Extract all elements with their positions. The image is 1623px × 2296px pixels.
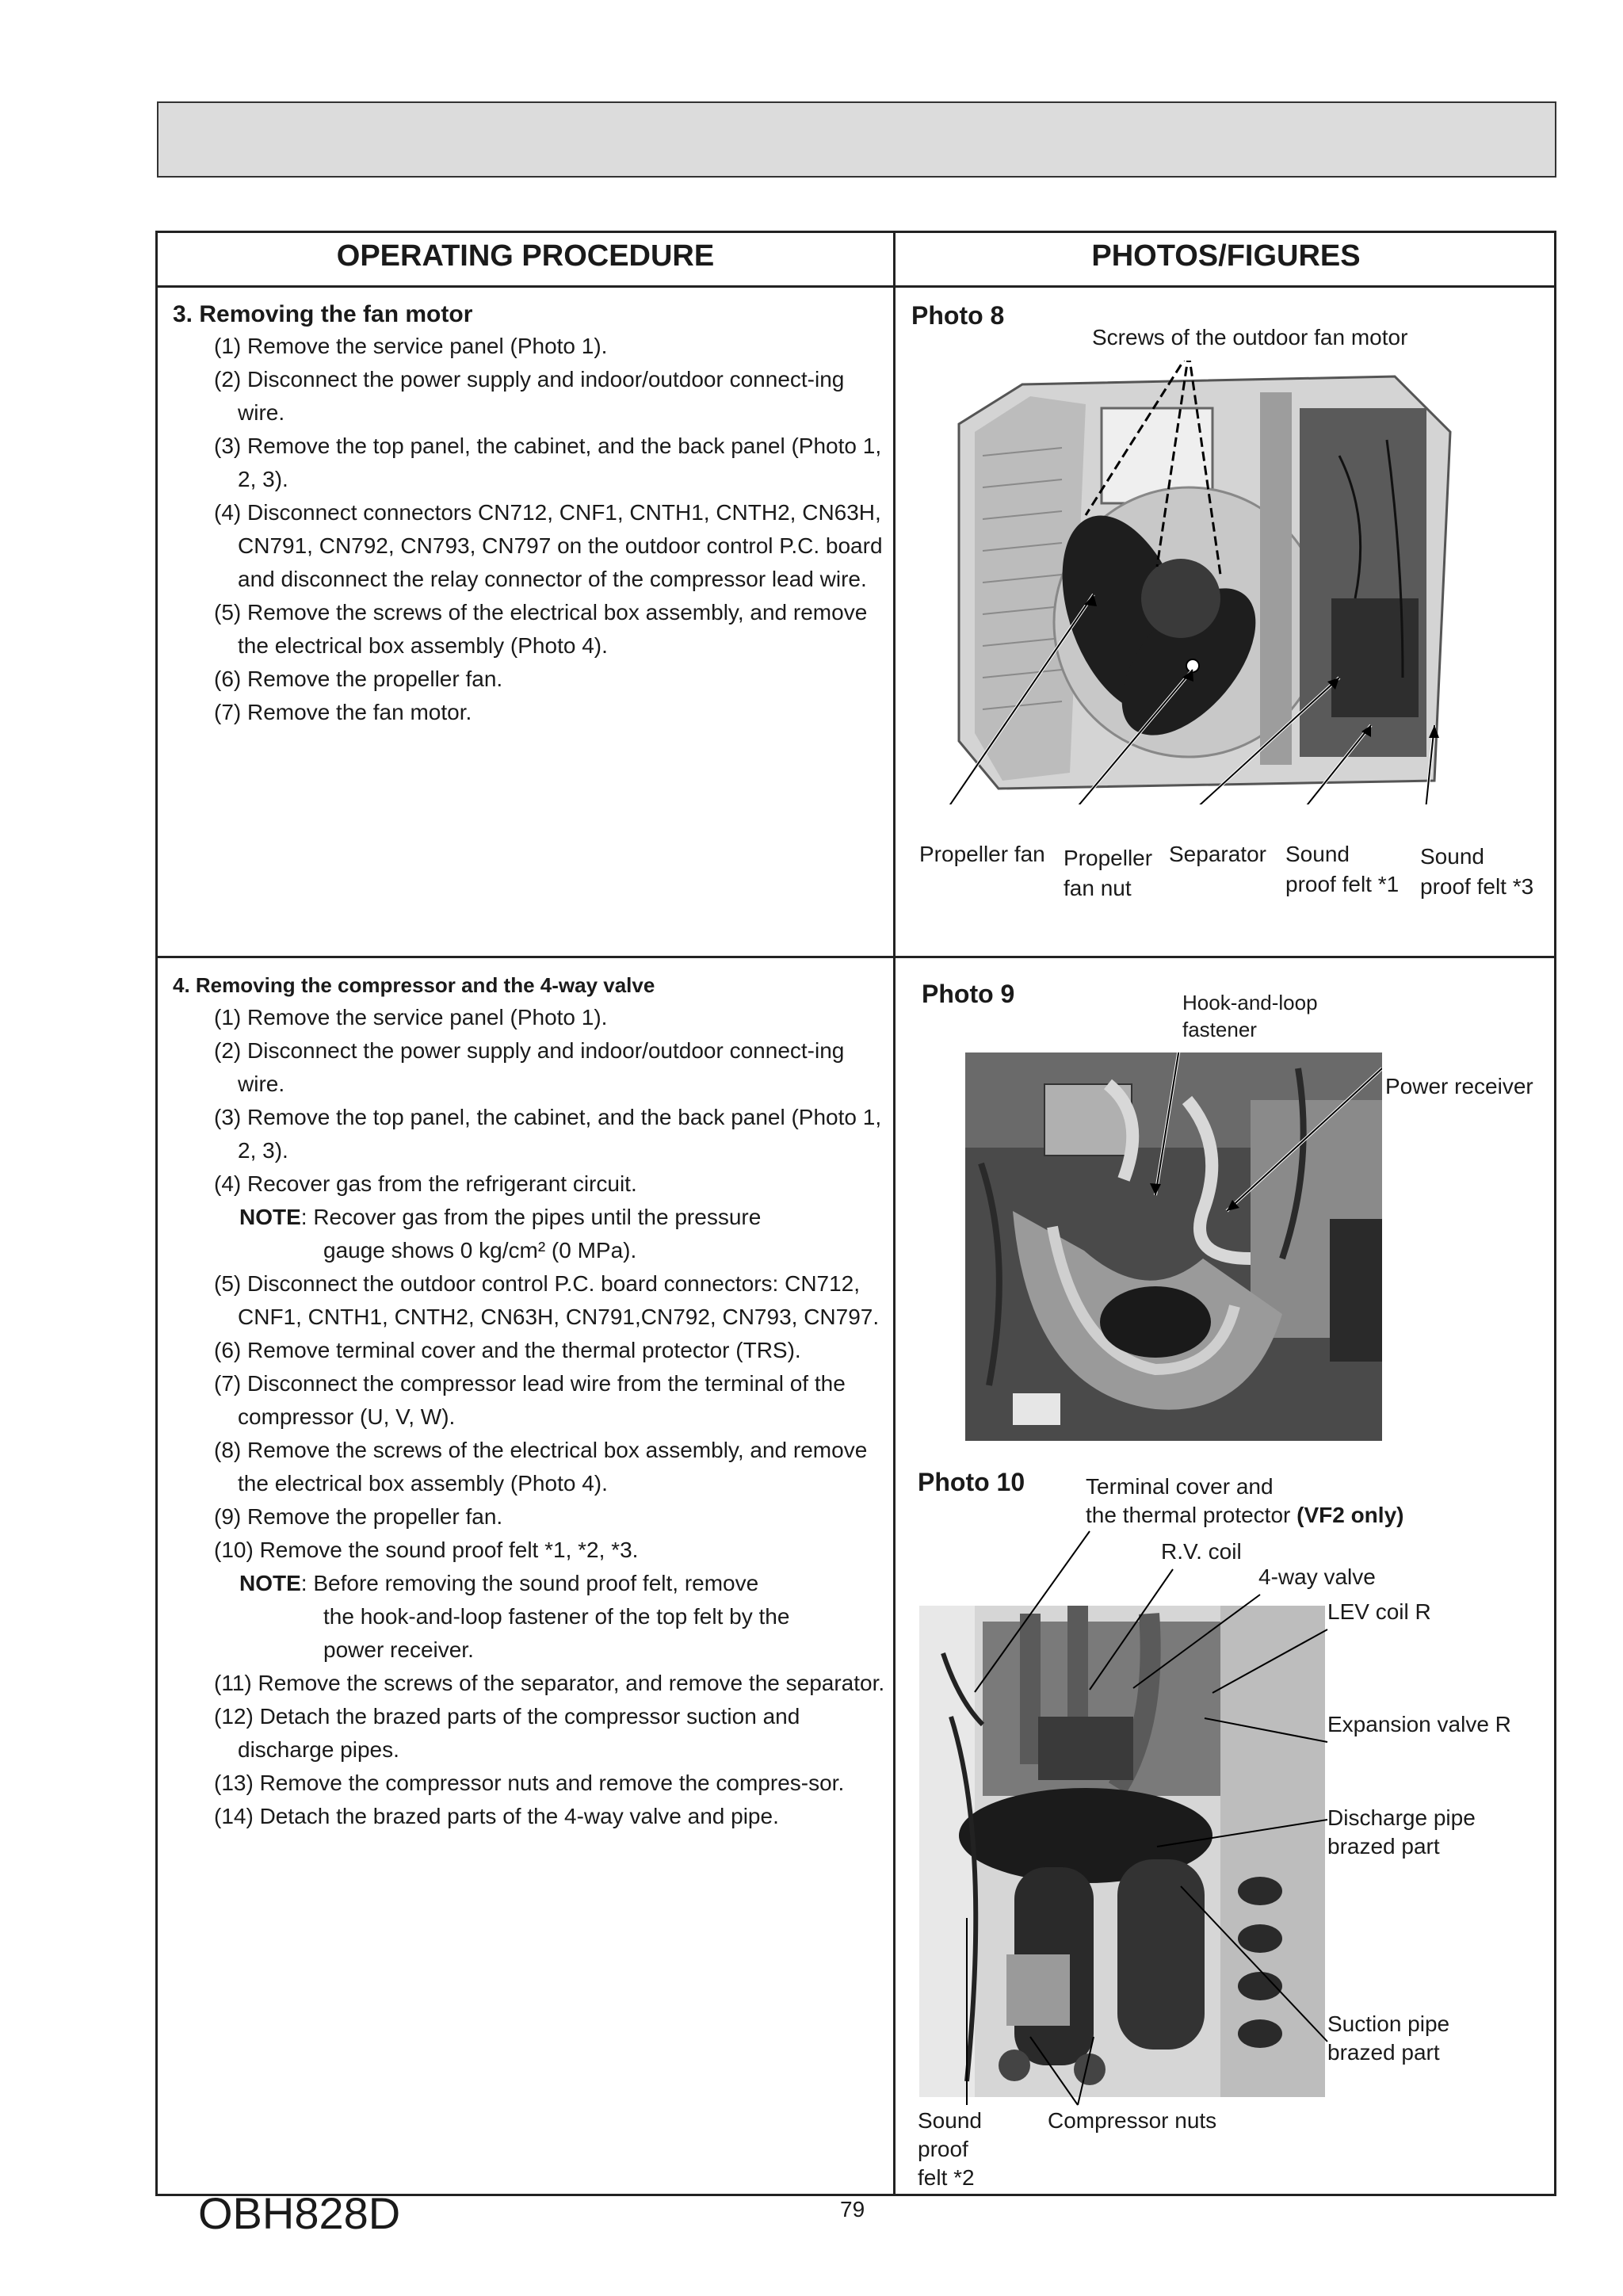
note-text: : Recover gas from the pipes until the pressure: [300, 1205, 762, 1229]
caption-4-way-valve: 4-way valve: [1258, 1564, 1376, 1589]
caption-power-receiver: Power receiver: [1385, 1074, 1533, 1098]
caption-suction-pipe: Suction pipe: [1327, 2011, 1450, 2036]
step: (1) Remove the service panel (Photo 1).: [214, 334, 608, 358]
step: (10) Remove the sound proof felt *1, *2, *3.: [214, 1538, 639, 1562]
section-4: [173, 973, 886, 1833]
column-header-procedure: OPERATING PROCEDURE: [336, 239, 715, 273]
header-row-divider: [155, 285, 1556, 288]
caption-sound-proof-felt-1-line2: proof felt *1: [1285, 872, 1400, 896]
note-label: NOTE: [239, 1571, 301, 1595]
caption-terminal-cover: Terminal cover and: [1086, 1474, 1274, 1499]
step: (5) Remove the screws of the electrical box assembly, and remove the electrical box assembly (Photo 4).: [214, 600, 868, 658]
page-number: 79: [840, 2197, 865, 2222]
caption-vf2-only: (VF2 only): [1296, 1503, 1404, 1527]
caption-suction-pipe-line2: brazed part: [1327, 2040, 1440, 2065]
note-sound-felt: [173, 1567, 886, 1600]
caption-sound-proof-felt-1: Sound: [1285, 842, 1350, 866]
caption-sound-proof-felt-2: Sound: [918, 2108, 982, 2133]
caption-sound-proof-felt-2-line3: felt *2: [918, 2165, 975, 2190]
step: (5) Disconnect the outdoor control P.C. board connectors: CN712, CNF1, CNTH1, CNTH2, CN63H, CN791,CN792, CN793, CN797.: [214, 1271, 880, 1329]
step: (7) Remove the fan motor.: [214, 700, 472, 724]
step: (14) Detach the brazed parts of the 4-way valve and pipe.: [214, 1804, 779, 1828]
caption-screws-fan-motor: Screws of the outdoor fan motor: [1092, 325, 1408, 350]
section-4-steps-c: [173, 1667, 886, 1833]
note-recover-gas: [173, 1201, 886, 1234]
section-3-steps: [173, 330, 886, 729]
note-sound-felt-line3: power receiver.: [323, 1637, 474, 1662]
column-header-photos: PHOTOS/FIGURES: [1091, 239, 1361, 273]
section-4-title: 4. Removing the compressor and the 4-way valve: [173, 973, 655, 997]
caption-hook-and-loop: Hook-and-loop: [1182, 991, 1318, 1014]
caption-rv-coil: R.V. coil: [1161, 1539, 1242, 1564]
caption-sound-proof-felt-3: Sound: [1420, 844, 1484, 869]
caption-expansion-valve-r: Expansion valve R: [1327, 1712, 1511, 1736]
step: (2) Disconnect the power supply and indoor/outdoor connect-ing wire.: [214, 367, 845, 425]
step: (7) Disconnect the compressor lead wire from the terminal of the compressor (U, V, W).: [214, 1371, 846, 1429]
step: (2) Disconnect the power supply and indoor/outdoor connect-ing wire.: [214, 1038, 845, 1096]
photo-9-compressor-felt: [965, 1052, 1382, 1441]
caption-sound-proof-felt-2-line2: proof: [918, 2137, 968, 2161]
caption-separator: Separator: [1169, 842, 1266, 866]
caption-discharge-pipe-line2: brazed part: [1327, 1834, 1440, 1859]
note-sound-felt-line2: the hook-and-loop fastener of the top felt by the: [323, 1604, 790, 1629]
photo-10-label: Photo 10: [918, 1468, 1025, 1496]
section-4-steps-b: [173, 1267, 886, 1567]
section-divider: [155, 956, 1556, 958]
photo-8-label: Photo 8: [911, 301, 1005, 330]
step: (3) Remove the top panel, the cabinet, and the back panel (Photo 1, 2, 3).: [214, 434, 882, 491]
step: (6) Remove terminal cover and the thermal protector (TRS).: [214, 1338, 801, 1362]
note-text: : Before removing the sound proof felt, remove: [300, 1571, 759, 1595]
photo-8-outdoor-unit: [927, 361, 1482, 804]
document-code: OBH828D: [198, 2188, 401, 2238]
caption-hook-and-loop-line2: fastener: [1182, 1018, 1257, 1041]
section-4-steps-a: [173, 1001, 886, 1201]
caption-propeller-fan-nut-line2: fan nut: [1064, 876, 1132, 900]
step: (13) Remove the compressor nuts and remove the compres-sor.: [214, 1771, 845, 1795]
step: (3) Remove the top panel, the cabinet, and the back panel (Photo 1, 2, 3).: [214, 1105, 882, 1163]
caption-thermal-protector: the thermal protector: [1086, 1503, 1291, 1527]
section-3: [173, 301, 886, 729]
step: (12) Detach the brazed parts of the compressor suction and discharge pipes.: [214, 1704, 800, 1762]
caption-discharge-pipe: Discharge pipe: [1327, 1805, 1476, 1830]
step: (4) Recover gas from the refrigerant circuit.: [214, 1171, 637, 1196]
caption-lev-coil-r: LEV coil R: [1327, 1599, 1431, 1624]
caption-propeller-fan-nut: Propeller: [1064, 846, 1153, 870]
step: (11) Remove the screws of the separator, and remove the separator.: [214, 1671, 885, 1695]
step: (4) Disconnect connectors CN712, CNF1, CNTH1, CNTH2, CN63H, CN791, CN792, CN793, CN797 on the outdoor control P.C. board and disconnect the relay connector of the compressor lead wire.: [214, 500, 883, 591]
note-recover-gas-line2: gauge shows 0 kg/cm² (0 MPa).: [323, 1238, 637, 1263]
photo-10-leader-lines: [872, 1506, 1585, 2156]
caption-propeller-fan: Propeller fan: [919, 842, 1045, 866]
step: (1) Remove the service panel (Photo 1).: [214, 1005, 608, 1030]
step: (8) Remove the screws of the electrical box assembly, and remove the electrical box assembly (Photo 4).: [214, 1438, 868, 1496]
step: (9) Remove the propeller fan.: [214, 1504, 503, 1529]
caption-sound-proof-felt-3-line2: proof felt *3: [1420, 874, 1534, 899]
header-bar: [157, 101, 1556, 178]
note-label: NOTE: [239, 1205, 301, 1229]
step: (6) Remove the propeller fan.: [214, 667, 503, 691]
section-3-title: 3. Removing the fan motor: [173, 301, 473, 327]
caption-compressor-nuts: Compressor nuts: [1048, 2108, 1217, 2133]
photo-9-label: Photo 9: [922, 980, 1015, 1008]
